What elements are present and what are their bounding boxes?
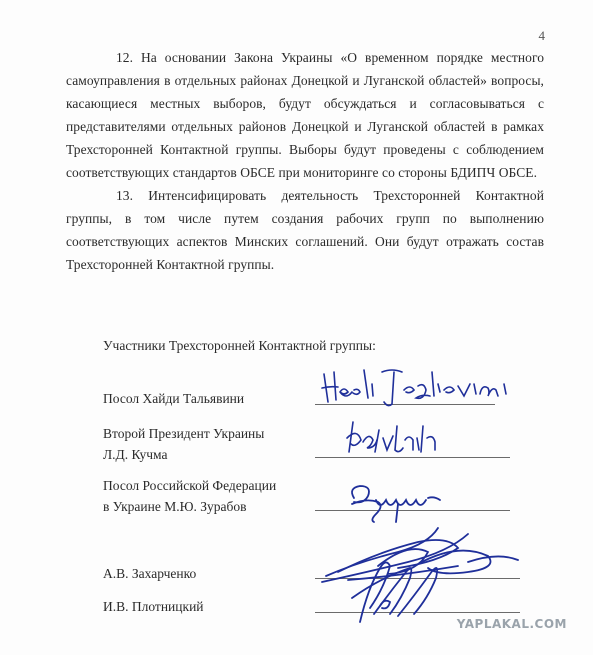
signatory-line: А.В. Захарченко [103,566,197,581]
signatory-name-plotnitsky [103,596,204,617]
page-number: 4 [538,28,545,43]
signatory-line: Второй Президент Украины [103,426,265,441]
signatories-header: Участники Трехсторонней Контактной группы: [103,338,376,353]
signature-kuchma [345,418,445,458]
signature-plotnitsky [340,548,450,626]
signature-zurabov [346,480,446,526]
signatory-line: Посол Хайди Тальявини [103,391,245,406]
body-text [66,46,544,276]
signatory-line: Посол Российской Федерации [103,478,277,493]
watermark: YAPLAKAL.COM [456,617,567,631]
signature-tagliavini [318,366,518,410]
signatory-line: Л.Д. Кучма [103,447,168,462]
signatory-name-tagliavini [103,388,244,409]
signatory-line: в Украине М.Ю. Зурабов [103,499,247,514]
signatory-name-zakharchenko [103,563,196,584]
signatory-line: И.В. Плотницкий [103,599,204,614]
signatory-name-zurabov [103,475,276,517]
paragraph-12: 12. На основании Закона Украины «О временном порядке местного самоуправления в отдельных районах Донецкой и Луганской областей» вопросы, касающиеся местных выборов, будут обсуждаться и согласовываться с представителями отдельных районов Донецкой и Луганской областей в рамках Трехсторонней Контактной группы. Выборы будут проведены с соблюдением соответствующих стандартов ОБСЕ при мониторинге со стороны БДИПЧ ОБСЕ. [66,50,544,180]
paragraph-13: 13. Интенсифицировать деятельность Трехсторонней Контактной группы, в том числе путем создания рабочих групп по выполнению соответствующих аспектов Минских соглашений. Они будут отражать состав Трехсторонней Контактной группы. [66,188,544,272]
signatory-name-kuchma [103,423,264,465]
